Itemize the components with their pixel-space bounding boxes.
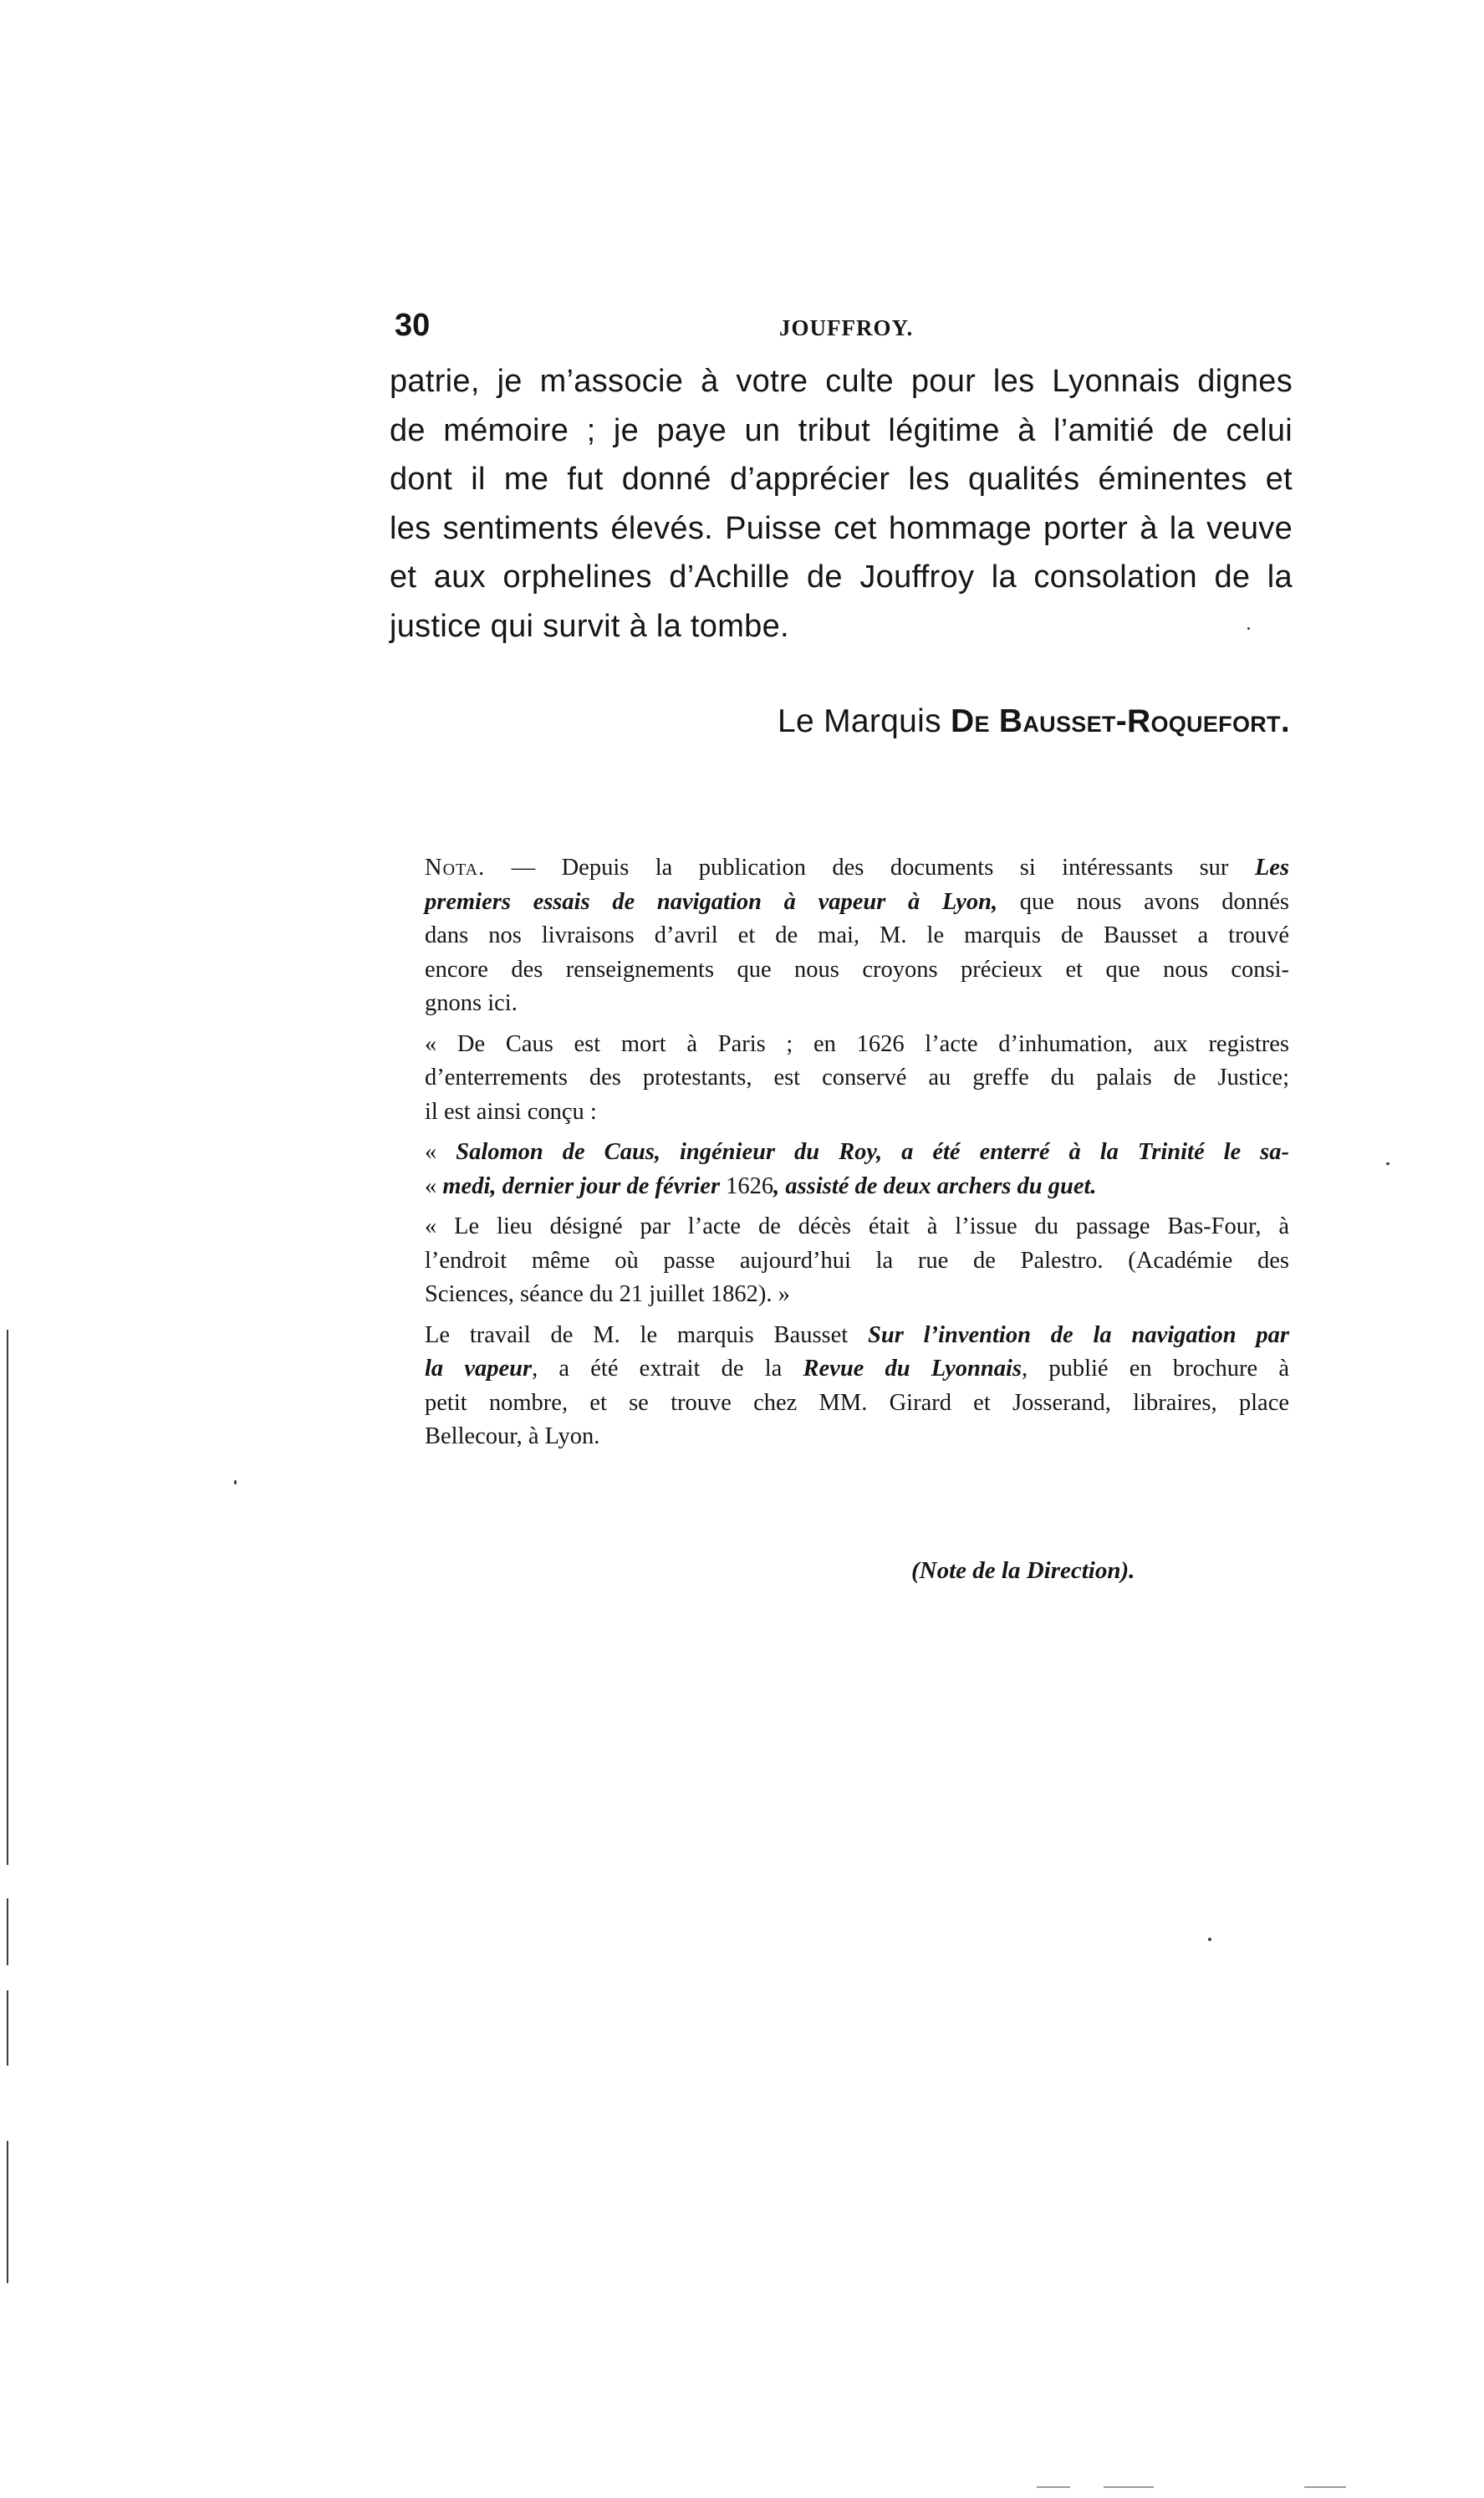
main-text-line: justice qui survit à la tombe.: [390, 608, 789, 644]
note-quote-burial-act: [393, 1136, 1289, 1203]
note-text: encore des renseignements que nous croyons précieux et que nous consi-: [425, 956, 1289, 983]
quote-year: 1626: [726, 1172, 774, 1199]
scan-edge-mark: [7, 1990, 8, 2066]
quote-text: , assisté de deux archers du guet.: [773, 1172, 1097, 1199]
work-title-italic: la vapeur: [425, 1356, 533, 1382]
scan-edge-mark: [7, 2141, 8, 2283]
signature: [778, 701, 1290, 743]
note-title-italic: Les: [1254, 855, 1289, 881]
note-paragraph-4: [393, 1210, 1289, 1312]
quote-text: Salomon de Caus, ingénieur du Roy, a été enterré à la Trinité le sa-: [456, 1139, 1289, 1165]
note-text: , publié en brochure à: [1022, 1356, 1289, 1382]
note-text: dans nos livraisons d’avril et de mai, M. le marquis de Bausset a trouvé: [425, 922, 1289, 948]
note-paragraph-2: [393, 1028, 1289, 1130]
scan-speck: [1037, 2486, 1070, 2488]
main-text-line: patrie, je m’associe à votre culte pour les Lyonnais dignes: [390, 364, 1293, 399]
scan-speck: [1104, 2486, 1154, 2488]
main-text-line: et aux orphelines d’Achille de Jouffroy la consolation de la: [390, 559, 1293, 595]
scan-speck: [234, 1480, 237, 1484]
nota-label: Nota.: [425, 855, 486, 881]
note-text: , a été extrait de la: [532, 1356, 803, 1382]
main-paragraph: [390, 357, 1293, 651]
running-title: JOUFFROY.: [779, 315, 914, 340]
note-text: Sciences, séance du 21 juillet 1862). »: [425, 1281, 790, 1307]
scan-speck: [1208, 1938, 1211, 1941]
main-text-line: de mémoire ; je paye un tribut légitime à l’amitié de celui: [390, 412, 1293, 448]
note-text: Le travail de M. le marquis Bausset: [425, 1321, 869, 1348]
note-text: « De Caus est mort à Paris ; en 1626 l’acte d’inhumation, aux registres: [425, 1030, 1289, 1057]
editorial-note: [393, 851, 1289, 1461]
scan-edge-mark: [7, 1330, 8, 1865]
main-text-line: les sentiments élevés. Puisse cet hommage porter à la veuve: [390, 510, 1293, 546]
signature-name: De Bausset-Roquefort.: [951, 703, 1290, 739]
note-text: « Le lieu désigné par l’acte de décès était à l’issue du passage Bas-Four, à: [425, 1213, 1289, 1239]
note-text: que nous avons donnés: [997, 888, 1289, 915]
scan-edge-mark: [7, 1898, 8, 1965]
note-text: — Depuis la publication des documents si intéressants sur: [485, 855, 1255, 881]
note-text: il est ainsi conçu :: [425, 1098, 597, 1125]
note-text: gnons ici.: [425, 990, 518, 1016]
work-title-italic: Sur l’invention de la navigation par: [868, 1321, 1289, 1348]
quote-text: medi, dernier jour de février: [442, 1172, 727, 1199]
note-paragraph-5: [393, 1319, 1289, 1454]
scan-speck: [1304, 2486, 1346, 2488]
page-number: 30: [395, 308, 431, 343]
note-title-italic: premiers essais de navigation à vapeur à Lyon,: [425, 888, 998, 915]
journal-title-italic: Revue du Lyonnais: [803, 1356, 1022, 1382]
note-attribution: (Note de la Direction).: [911, 1557, 1135, 1584]
running-head: [395, 306, 1289, 348]
note-text: d’enterrements des protestants, est conservé au greffe du palais de Justice;: [425, 1065, 1289, 1091]
scan-speck: [1386, 1162, 1390, 1165]
main-text-line: dont il me fut donné d’apprécier les qualités éminentes et: [390, 462, 1293, 497]
quote-mark: «: [425, 1172, 443, 1199]
signature-prefix: Le Marquis: [777, 703, 951, 739]
note-text: Bellecour, à Lyon.: [425, 1423, 600, 1449]
note-paragraph-1: [393, 851, 1289, 1021]
scan-speck: [1247, 627, 1250, 630]
quote-mark: «: [425, 1139, 456, 1165]
note-text: petit nombre, et se trouve chez MM. Girard et Josserand, libraires, place: [425, 1389, 1289, 1416]
note-text: l’endroit même où passe aujourd’hui la rue de Palestro. (Académie des: [425, 1247, 1289, 1274]
